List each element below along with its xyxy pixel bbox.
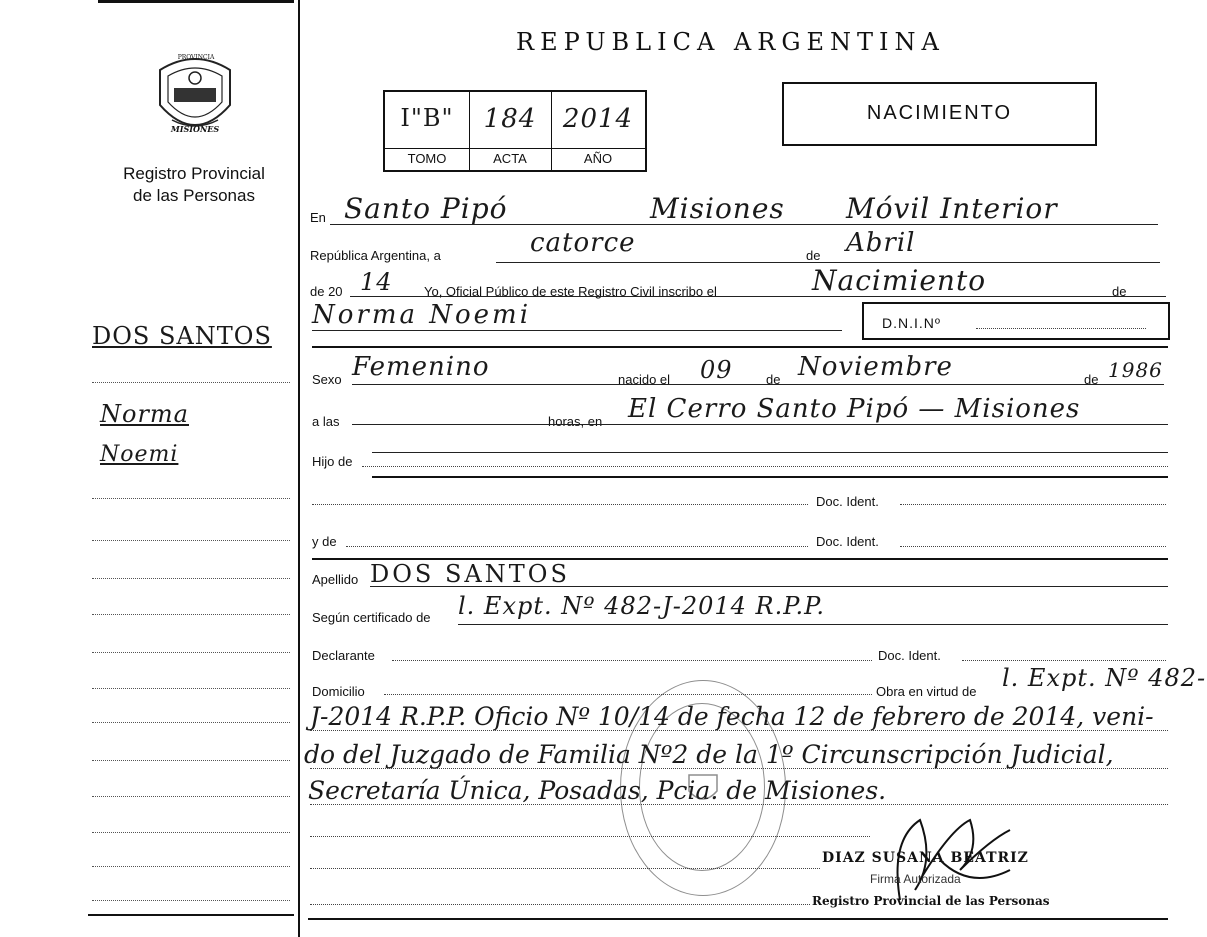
declarante-label: Declarante	[312, 648, 375, 663]
registry-title-line1: Registro Provincial	[123, 164, 265, 183]
year-value: 14	[360, 268, 393, 296]
dni-box	[862, 302, 1170, 340]
vertical-divider	[298, 0, 300, 937]
left-dotted-line	[92, 760, 290, 761]
country-heading: REPUBLICA ARGENTINA	[516, 28, 945, 56]
left-dotted-line	[92, 498, 290, 499]
doc-dots-1	[312, 504, 808, 505]
acta-value: 184	[483, 104, 537, 134]
doc-dots-2	[900, 546, 1166, 547]
sexo-rule	[352, 384, 1164, 385]
left-name-line2: Noemi	[100, 442, 179, 467]
de-label-2: de	[1112, 284, 1127, 299]
obra-value: l. Expt. Nº 482-	[1002, 664, 1207, 692]
doc-ident-1-label: Doc. Ident.	[816, 494, 879, 509]
segun-value: l. Expt. Nº 482-J-2014 R.P.P.	[458, 592, 826, 620]
official-round-seal	[620, 680, 786, 896]
left-dotted-line	[92, 540, 290, 541]
day-value: catorce	[530, 228, 636, 258]
provincia-misiones-emblem	[150, 50, 240, 142]
birth-year-label: de	[1084, 372, 1099, 387]
month-value: Abril	[846, 228, 916, 258]
hijo-dots	[362, 466, 1168, 467]
signer-name: DIAZ SUSANA BEATRIZ	[822, 850, 1029, 866]
sexo-value: Femenino	[352, 352, 490, 382]
y-de-label: y de	[312, 534, 337, 549]
note-dots-4	[310, 836, 870, 837]
declarante-dots	[392, 660, 872, 661]
anio-value: 2014	[562, 104, 634, 134]
doc-dots-3	[962, 660, 1166, 661]
left-surname: DOS SANTOS	[92, 322, 272, 350]
acta-label: ACTA	[493, 151, 527, 166]
left-dotted-line	[92, 866, 290, 867]
birth-day-value: 09	[700, 356, 733, 384]
top-left-rule	[98, 0, 294, 3]
signer-org: Registro Provincial de las Personas	[812, 894, 1050, 908]
shield-icon	[683, 769, 723, 809]
apellido-label: Apellido	[312, 572, 359, 587]
segun-label: Según certificado de	[312, 610, 431, 625]
domicilio-label: Domicilio	[312, 684, 365, 699]
inscribe-value: Nacimiento	[812, 264, 987, 297]
dni-label: D.N.I.Nº	[882, 315, 942, 331]
apellido-rule	[370, 586, 1168, 587]
name-value: Norma Noemi	[312, 300, 532, 330]
left-dotted-line	[92, 652, 290, 653]
oficial-text: Yo, Oficial Público de este Registro Civil inscribo el	[424, 284, 717, 299]
hijo-rule	[372, 452, 1168, 453]
en-rule	[330, 224, 1158, 225]
nacido-label: nacido el	[618, 372, 671, 387]
en-label: En	[310, 210, 326, 225]
date-rule	[496, 262, 1160, 263]
left-dotted-line	[92, 382, 290, 383]
birth-year-value: 1986	[1108, 358, 1163, 382]
signer-role: Firma Autorizada	[870, 872, 961, 886]
horas-label: horas, en	[548, 414, 603, 429]
left-dotted-line	[92, 722, 290, 723]
record-box	[383, 90, 647, 172]
year-rule	[350, 296, 1166, 297]
doc-ident-3-label: Doc. Ident.	[878, 648, 941, 663]
a-las-label: a las	[312, 414, 340, 429]
left-name-line1: Norma	[100, 400, 189, 428]
emblem-band-top: PROVINCIA	[177, 54, 215, 61]
anio-label: AÑO	[583, 151, 613, 166]
hijo-label: Hijo de	[312, 454, 353, 469]
name-rule	[312, 330, 842, 331]
en-value-province: Misiones	[650, 192, 785, 225]
doc-ident-2-label: Doc. Ident.	[816, 534, 879, 549]
bottom-right-rule	[308, 918, 1168, 920]
en-value-office: Móvil Interior	[846, 192, 1058, 225]
place-rule	[352, 424, 1168, 425]
hijo-strike	[372, 476, 1168, 478]
note-line-3: Secretaría Única, Posadas, Pcia. de Misiones.	[308, 776, 887, 805]
apellido-value: DOS SANTOS	[370, 560, 570, 588]
left-dotted-line	[92, 614, 290, 615]
sexo-label: Sexo	[312, 372, 342, 387]
y-de-dots	[346, 546, 808, 547]
place-value: El Cerro Santo Pipó — Misiones	[628, 394, 1081, 424]
birth-de-label: de	[766, 372, 781, 387]
record-type-label: NACIMIENTO	[866, 102, 1013, 124]
obra-label: Obra en virtud de	[876, 684, 977, 699]
left-dotted-line	[92, 578, 290, 579]
en-value-city: Santo Pipó	[344, 192, 508, 225]
left-dotted-line	[92, 796, 290, 797]
note-line-1: J-2014 R.P.P. Oficio Nº 10/14 de fecha 12 de febrero de 2014, veni-	[310, 702, 1154, 731]
doc-dots-1b	[900, 504, 1166, 505]
registry-title-line2: de las Personas	[133, 186, 255, 205]
note-dots-6	[310, 904, 810, 905]
domicilio-dots	[384, 694, 872, 695]
emblem-band-bottom: MISIONES	[170, 124, 220, 134]
left-dotted-line	[92, 832, 290, 833]
tomo-label: TOMO	[407, 151, 447, 166]
section-rule	[312, 346, 1168, 348]
tomo-value: I"B"	[400, 104, 454, 132]
year-prefix: de 20	[310, 284, 343, 299]
bottom-left-rule	[88, 914, 294, 916]
left-dotted-line	[92, 900, 290, 901]
de-label: de	[806, 248, 821, 263]
birth-month-value: Noviembre	[798, 352, 953, 382]
republica-label: República Argentina, a	[310, 248, 441, 263]
left-dotted-line	[92, 688, 290, 689]
record-type-box	[782, 82, 1097, 146]
note-line-2: do del Juzgado de Familia Nº2 de la 1º Circunscripción Judicial,	[304, 740, 1114, 769]
segun-rule	[458, 624, 1168, 625]
